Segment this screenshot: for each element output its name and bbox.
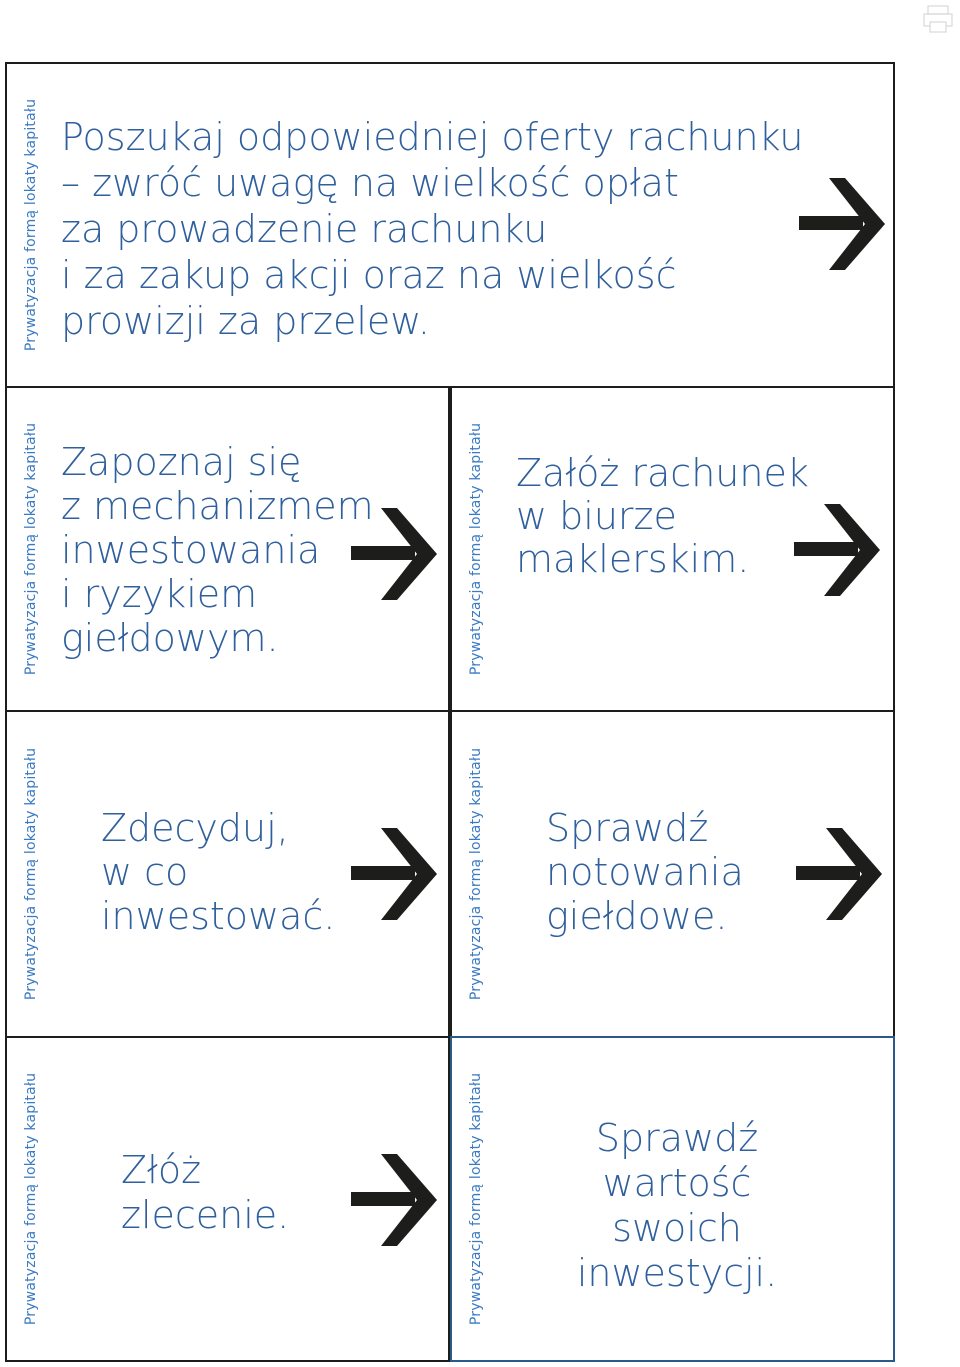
arrow-right-icon xyxy=(792,504,880,596)
arrow-right-icon xyxy=(797,178,885,270)
printer-icon xyxy=(922,4,954,34)
card-text: Zdecyduj, w co inwestować. xyxy=(101,806,336,938)
side-label: Prywatyzacja formą lokaty kapitału xyxy=(468,747,484,1001)
card-place-order xyxy=(5,1036,450,1362)
side-label: Prywatyzacja formą lokaty kapitału xyxy=(23,422,39,676)
side-label: Prywatyzacja formą lokaty kapitału xyxy=(468,1072,484,1326)
side-label: Prywatyzacja formą lokaty kapitału xyxy=(23,1072,39,1326)
arrow-right-icon xyxy=(794,828,882,920)
side-label: Prywatyzacja formą lokaty kapitału xyxy=(23,747,39,1001)
card-check-quotes xyxy=(450,710,895,1038)
card-text: Sprawdź notowania giełdowe. xyxy=(546,806,744,938)
arrow-right-icon xyxy=(349,828,437,920)
card-text: Załóż rachunek w biurze maklerskim. xyxy=(516,451,809,581)
card-text: Poszukaj odpowiedniej oferty rachunku – zwróć uwagę na wielkość opłat za prowadzenie rachunku i za zakup akcji oraz na wielkość prowizji za przelew. xyxy=(61,115,804,343)
card-learn-mechanism xyxy=(5,386,450,712)
card-text: Sprawdź wartość swoich inwestycji. xyxy=(576,1116,778,1295)
side-label: Prywatyzacja formą lokaty kapitału xyxy=(23,98,39,352)
side-label: Prywatyzacja formą lokaty kapitału xyxy=(468,422,484,676)
card-open-account xyxy=(450,386,895,712)
card-decide-investment xyxy=(5,710,450,1038)
card-text: Złóż zlecenie. xyxy=(121,1148,290,1237)
arrow-right-icon xyxy=(349,1154,437,1246)
card-check-investment-value xyxy=(450,1036,895,1362)
card-text: Zapoznaj się z mechanizmem inwestowania i ryzykiem giełdowym. xyxy=(61,440,374,660)
card-find-account-offer xyxy=(5,62,895,388)
arrow-right-icon xyxy=(349,508,437,600)
